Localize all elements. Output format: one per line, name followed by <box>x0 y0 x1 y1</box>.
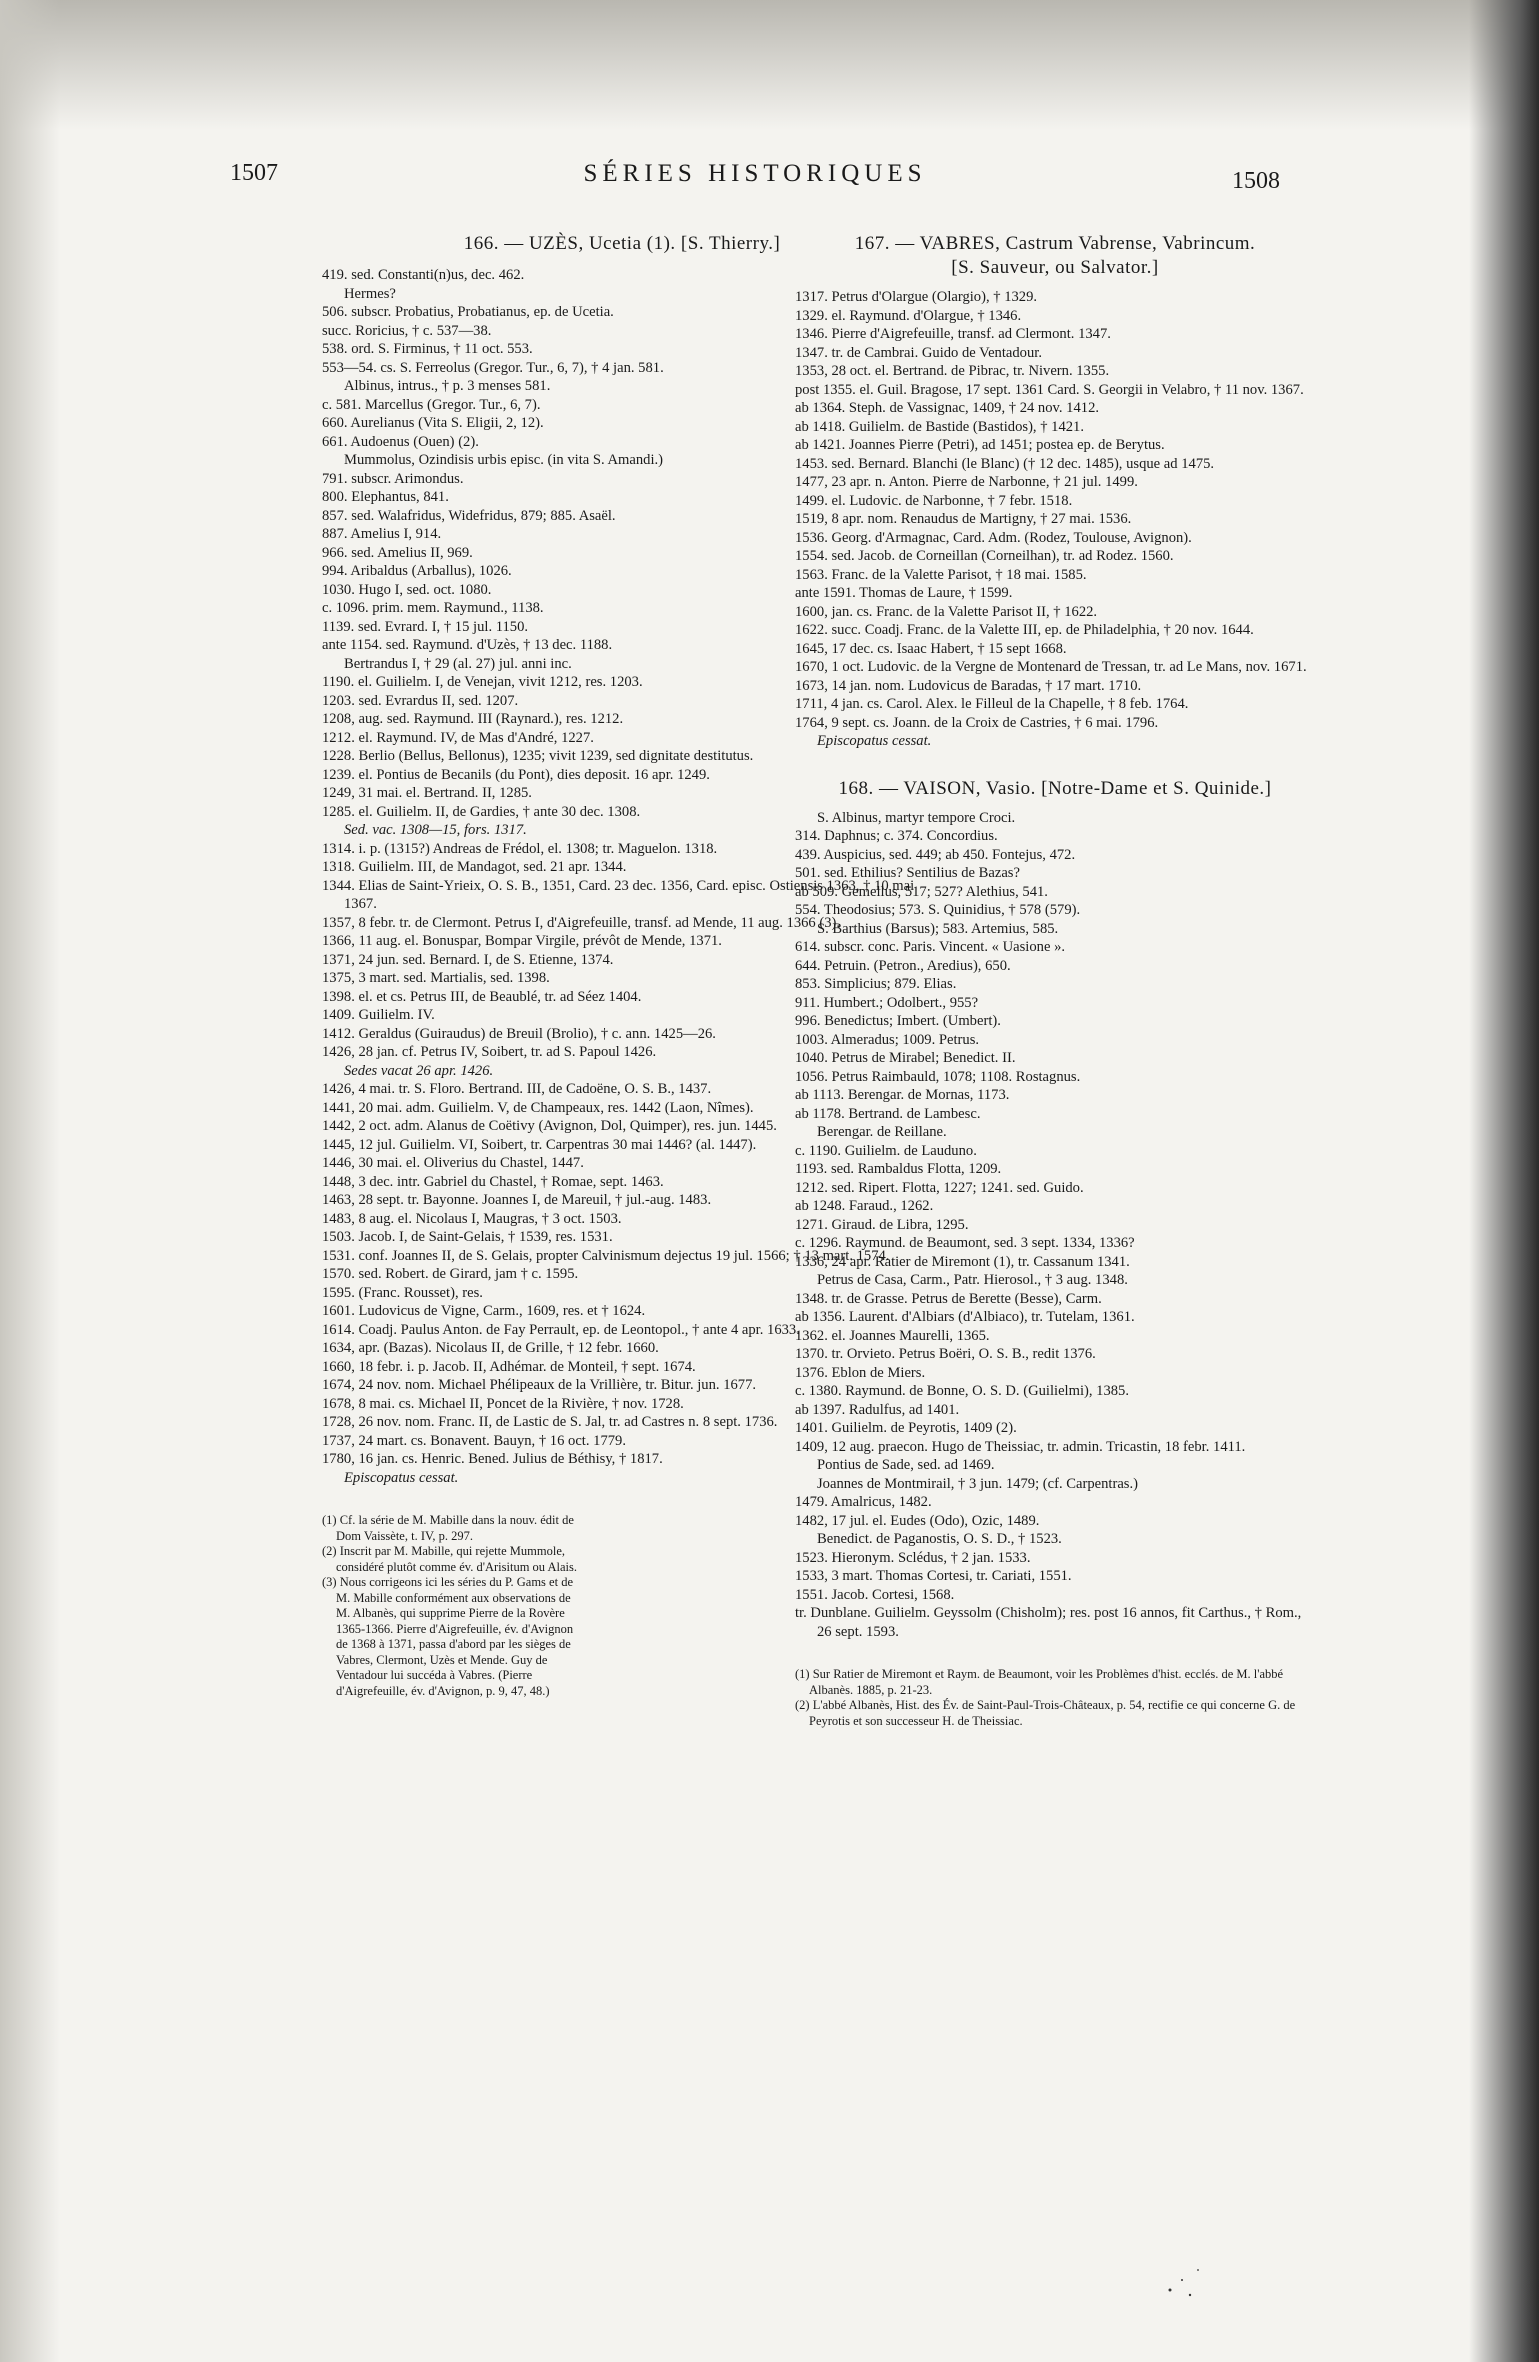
series-entry: 1409. Guilielm. IV. <box>322 1007 435 1023</box>
running-title: SÉRIES HISTORIQUES <box>583 160 927 187</box>
entry-list-vaison <box>795 809 1315 1642</box>
series-entry: S. Albinus, martyr tempore Croci. <box>817 809 1016 826</box>
series-entry: 853. Simplicius; 879. Elias. <box>795 976 957 992</box>
series-entry: succ. Roricius, † c. 537—38. <box>322 322 492 339</box>
series-entry: 1670, 1 oct. Ludovic. de la Vergne de Montenard de Tressan, tr. ad Le Mans, nov. 1671. <box>795 659 1307 675</box>
series-entry: 1622. succ. Coadj. Franc. de la Valette III, ep. de Philadelphia, † 20 nov. 1644. <box>795 622 1254 638</box>
series-entry: 1453. sed. Bernard. Blanchi (le Blanc) († 12 dec. 1485), usque ad 1475. <box>795 455 1215 472</box>
series-entry: 1634, apr. (Bazas). Nicolaus II, de Grille, † 12 febr. 1660. <box>322 1340 659 1356</box>
series-entry: ab 1364. Steph. de Vassignac, 1409, † 24 nov. 1412. <box>795 400 1100 416</box>
series-entry: 1554. sed. Jacob. de Corneillan (Corneilhan), tr. ad Rodez. 1560. <box>795 548 1174 564</box>
series-entry: Episcopatus cessat. <box>344 1469 459 1486</box>
series-entry: 506. subscr. Probatius, Probatianus, ep. de Ucetia. <box>322 304 614 320</box>
series-entry: post 1355. el. Guil. Bragose, 17 sept. 1361 Card. S. Georgii in Velabro, † 11 nov. 1367. <box>795 381 1304 398</box>
series-entry: 1398. el. et cs. Petrus III, de Beaublé, tr. ad Séez 1404. <box>322 988 642 1005</box>
scan-shadow-top <box>0 0 1539 130</box>
footnote: (1) Sur Ratier de Miremont et Raym. de Beaumont, voir les Problèmes d'hist. ecclés. de M. l'abbé Albanès. 1885, p. 21-23. <box>795 1667 1284 1697</box>
series-entry: 1203. sed. Evrardus II, sed. 1207. <box>322 692 519 709</box>
series-entry: 1483, 8 aug. el. Nicolaus I, Maugras, † 3 oct. 1503. <box>322 1210 622 1227</box>
series-entry: 661. Audoenus (Ouen) (2). <box>322 433 479 450</box>
series-entry: 791. subscr. Arimondus. <box>322 470 464 487</box>
series-entry: 1614. Coadj. Paulus Anton. de Fay Perrault, ep. de Leontopol., † ante 4 apr. 1633. <box>322 1321 800 1338</box>
series-entry: ante 1154. sed. Raymund. d'Uzès, † 13 dec. 1188. <box>322 637 613 653</box>
series-entry: 1347. tr. de Cambrai. Guido de Ventadour. <box>795 344 1042 361</box>
series-entry: ab 509. Gemellus, 517; 527? Alethius, 541. <box>795 883 1048 900</box>
series-entry: 1370. tr. Orvieto. Petrus Boëri, O. S. B., redit 1376. <box>795 1346 1096 1362</box>
series-entry: 996. Benedictus; Imbert. (Umbert). <box>795 1013 1001 1029</box>
series-entry: ab 1356. Laurent. d'Albiars (d'Albiaco), tr. Tutelam, 1361. <box>795 1309 1135 1325</box>
series-entry: 1375, 3 mart. sed. Martialis, sed. 1398. <box>322 970 550 986</box>
series-entry: 1314. i. p. (1315?) Andreas de Frédol, el. 1308; tr. Maguelon. 1318. <box>322 840 718 857</box>
scan-specks <box>1160 2250 1220 2310</box>
series-entry: 1678, 8 mai. cs. Michael II, Poncet de la Rivière, † nov. 1728. <box>322 1395 684 1412</box>
series-entry: 911. Humbert.; Odolbert., 955? <box>795 994 979 1011</box>
series-entry: 1401. Guilielm. de Peyrotis, 1409 (2). <box>795 1420 1017 1436</box>
series-entry: 1523. Hieronym. Sclédus, † 2 jan. 1533. <box>795 1549 1031 1566</box>
series-entry: 1285. el. Guilielm. II, de Gardies, † ante 30 dec. 1308. <box>322 803 641 820</box>
series-entry: ab 1418. Guilielm. de Bastide (Bastidos), † 1421. <box>795 418 1085 435</box>
series-entry: Episcopatus cessat. <box>817 733 932 749</box>
section-title-vaison: 168. — VAISON, Vasio. [Notre-Dame et S. Quinide.] <box>838 777 1272 799</box>
series-entry: 966. sed. Amelius II, 969. <box>322 544 473 561</box>
series-entry: 1445, 12 jul. Guilielm. VI, Soibert, tr. Carpentras 30 mai 1446? (al. 1447). <box>322 1136 757 1153</box>
series-entry: 1249, 31 mai. el. Bertrand. II, 1285. <box>322 785 532 801</box>
page-number-left: 1507 <box>230 160 278 186</box>
series-entry: 1660, 18 febr. i. p. Jacob. II, Adhémar. de Monteil, † sept. 1674. <box>322 1358 696 1375</box>
series-entry: 1479. Amalricus, 1482. <box>795 1494 932 1510</box>
series-entry: 1139. sed. Evrard. I, † 15 jul. 1150. <box>322 618 529 635</box>
series-entry: 1003. Almeradus; 1009. Petrus. <box>795 1031 980 1048</box>
series-entry: 644. Petruin. (Petron., Aredius), 650. <box>795 957 1011 974</box>
series-entry: 1477, 23 apr. n. Anton. Pierre de Narbonne, † 21 jul. 1499. <box>795 474 1138 490</box>
series-entry: 1271. Giraud. de Libra, 1295. <box>795 1216 969 1233</box>
series-entry: 538. ord. S. Firminus, † 11 oct. 553. <box>322 341 533 357</box>
series-entry: 1239. el. Pontius de Becanils (du Pont), dies deposit. 16 apr. 1249. <box>322 766 710 783</box>
series-entry: 857. sed. Walafridus, Widefridus, 879; 885. Asaël. <box>322 507 616 524</box>
series-entry: 1711, 4 jan. cs. Carol. Alex. le Filleul de la Chapelle, † 8 feb. 1764. <box>795 696 1189 712</box>
series-entry: c. 1380. Raymund. de Bonne, O. S. D. (Guilielmi), 1385. <box>795 1383 1130 1399</box>
series-entry: 314. Daphnus; c. 374. Concordius. <box>795 828 998 844</box>
series-entry: 1674, 24 nov. nom. Michael Phélipeaux de la Vrillière, tr. Bitur. jun. 1677. <box>322 1377 757 1393</box>
footnote: (3) Nous corrigeons ici les séries du P. Gams et de M. Mabille conformément aux observations de M. Albanès, qui supprime Pierre de la Rovère 1365-1366. Pierre d'Aigrefeuille, év. d'Avignon de 1368 à 1371, passa d'abord par les sièges de Vabres, Clermont, Uzès et Mende. Guy de Ventadour lui succéda à Vabres. (Pierre d'Aigrefeuille, év. d'Avignon, p. 9, 47, 48.) <box>322 1575 574 1698</box>
series-entry: 1728, 26 nov. nom. Franc. II, de Lastic de S. Jal, tr. ad Castres n. 8 sept. 1736. <box>322 1414 778 1430</box>
series-entry: 1737, 24 mart. cs. Bonavent. Bauyn, † 16 oct. 1779. <box>322 1432 626 1449</box>
series-entry: Pontius de Sade, sed. ad 1469. <box>817 1457 995 1473</box>
series-entry: 1780, 16 jan. cs. Henric. Bened. Julius de Béthisy, † 1817. <box>322 1451 663 1467</box>
series-entry: 1412. Geraldus (Guiraudus) de Breuil (Brolio), † c. ann. 1425—26. <box>322 1025 716 1042</box>
series-entry: 1673, 14 jan. nom. Ludovicus de Baradas, † 17 mart. 1710. <box>795 677 1142 694</box>
footnotes-left <box>322 1513 577 1699</box>
series-entry: 1336, 24 apr. Ratier de Miremont (1), tr. Cassanum 1341. <box>795 1253 1130 1270</box>
series-entry: 1318. Guilielm. III, de Mandagot, sed. 21 apr. 1344. <box>322 859 627 875</box>
series-entry: c. 1190. Guilielm. de Lauduno. <box>795 1142 977 1159</box>
series-entry: 1563. Franc. de la Valette Parisot, † 18 mai. 1585. <box>795 566 1087 583</box>
series-entry: 1228. Berlio (Bellus, Bellonus), 1235; vivit 1239, sed dignitate destitutus. <box>322 748 754 764</box>
series-entry: 614. subscr. conc. Paris. Vincent. « Uasione ». <box>795 939 1066 955</box>
series-entry: tr. Dunblane. Guilielm. Geyssolm (Chisholm); res. post 16 annos, fit Carthus., † Rom., 26 sept. 1593. <box>795 1605 1302 1640</box>
series-entry: 1208, aug. sed. Raymund. III (Raynard.), res. 1212. <box>322 711 624 727</box>
series-entry: 1409, 12 aug. praecon. Hugo de Theissiac, tr. admin. Tricastin, 18 febr. 1411. <box>795 1438 1246 1455</box>
series-entry: 1317. Petrus d'Olargue (Olargio), † 1329. <box>795 289 1038 305</box>
right-column <box>795 232 1315 1729</box>
series-entry: Mummolus, Ozindisis urbis episc. (in vita S. Amandi.) <box>344 452 664 468</box>
section-title-vabres-line1: 167. — VABRES, Castrum Vabrense, Vabrincum. <box>854 233 1256 254</box>
series-entry: 1030. Hugo I, sed. oct. 1080. <box>322 581 492 598</box>
series-entry: 1190. el. Guilielm. I, de Venejan, vivit 1212, res. 1203. <box>322 674 643 690</box>
series-entry: 1601. Ludovicus de Vigne, Carm., 1609, res. et † 1624. <box>322 1303 646 1319</box>
series-entry: c. 581. Marcellus (Gregor. Tur., 6, 7). <box>322 396 541 413</box>
series-entry: 1348. tr. de Grasse. Petrus de Berette (Besse), Carm. <box>795 1290 1102 1307</box>
series-entry: 1482, 17 jul. el. Eudes (Odo), Ozic, 1489. <box>795 1512 1040 1529</box>
series-entry: 1503. Jacob. I, de Saint-Gelais, † 1539, res. 1531. <box>322 1229 613 1245</box>
series-entry: Petrus de Casa, Carm., Patr. Hierosol., † 3 aug. 1348. <box>817 1272 1128 1288</box>
series-entry: Joannes de Montmirail, † 3 jun. 1479; (cf. Carpentras.) <box>817 1475 1138 1492</box>
series-entry: 1344. Elias de Saint-Yrieix, O. S. B., 1351, Card. 23 dec. 1356, Card. episc. Ostiensis 1363, † 10 mai 1367. <box>322 877 915 912</box>
series-entry: 1600, jan. cs. Franc. de la Valette Parisot II, † 1622. <box>795 603 1098 620</box>
series-entry: ab 1178. Bertrand. de Lambesc. <box>795 1105 981 1122</box>
series-entry: 1531. conf. Joannes II, de S. Gelais, propter Calvinismum dejectus 19 jul. 1566; † 13 mart. 1574. <box>322 1247 890 1264</box>
series-entry: 1764, 9 sept. cs. Joann. de la Croix de Castries, † 6 mai. 1796. <box>795 714 1159 731</box>
series-entry: 1441, 20 mai. adm. Guilielm. V, de Champeaux, res. 1442 (Laon, Nîmes). <box>322 1099 754 1116</box>
section-title-vabres-line2: [S. Sauveur, ou Salvator.] <box>951 257 1159 278</box>
series-entry: 887. Amelius I, 914. <box>322 526 442 542</box>
series-entry: 1448, 3 dec. intr. Gabriel du Chastel, † Romae, sept. 1463. <box>322 1173 664 1190</box>
series-entry: 1499. el. Ludovic. de Narbonne, † 7 febr. 1518. <box>795 492 1073 509</box>
series-entry: 1329. el. Raymund. d'Olargue, † 1346. <box>795 307 1022 324</box>
series-entry: Hermes? <box>344 285 396 302</box>
footnote: (1) Cf. la série de M. Mabille dans la nouv. édit de Dom Vaissète, t. IV, p. 297. <box>322 1513 574 1543</box>
scan-shadow-right <box>1469 0 1539 2362</box>
series-entry: 1570. sed. Robert. de Girard, jam † c. 1595. <box>322 1266 579 1282</box>
series-entry: 1346. Pierre d'Aigrefeuille, transf. ad Clermont. 1347. <box>795 326 1111 342</box>
series-entry: Albinus, intrus., † p. 3 menses 581. <box>344 378 551 394</box>
series-entry: ab 1421. Joannes Pierre (Petri), ad 1451; postea ep. de Berytus. <box>795 437 1165 453</box>
series-entry: 1463, 28 sept. tr. Bayonne. Joannes I, de Mareuil, † jul.-aug. 1483. <box>322 1192 712 1208</box>
series-entry: 439. Auspicius, sed. 449; ab 450. Fontejus, 472. <box>795 846 1076 863</box>
series-entry: c. 1296. Raymund. de Beaumont, sed. 3 sept. 1334, 1336? <box>795 1235 1135 1251</box>
series-entry: 1362. el. Joannes Maurelli, 1365. <box>795 1327 990 1344</box>
footnote: (2) L'abbé Albanès, Hist. des Év. de Saint-Paul-Trois-Châteaux, p. 54, rectifie ce qui concerne G. de Peyrotis et son successeur H. de Theissiac. <box>795 1698 1296 1728</box>
series-entry: ab 1113. Berengar. de Mornas, 1173. <box>795 1087 1010 1103</box>
page-header <box>230 160 1280 200</box>
series-entry: c. 1096. prim. mem. Raymund., 1138. <box>322 600 544 616</box>
series-entry: Berengar. de Reillane. <box>817 1124 947 1140</box>
series-entry: S. Barthius (Barsus); 583. Artemius, 585. <box>817 920 1059 937</box>
series-entry: ab 1397. Radulfus, ad 1401. <box>795 1401 960 1418</box>
series-entry: 1056. Petrus Raimbauld, 1078; 1108. Rostagnus. <box>795 1068 1081 1085</box>
series-entry: 1193. sed. Rambaldus Flotta, 1209. <box>795 1161 1002 1177</box>
series-entry: 1446, 30 mai. el. Oliverius du Chastel, 1447. <box>322 1155 584 1171</box>
series-entry: 1353, 28 oct. el. Bertrand. de Pibrac, tr. Nivern. 1355. <box>795 363 1110 379</box>
series-entry: 800. Elephantus, 841. <box>322 489 449 505</box>
page-number-right: 1508 <box>1232 168 1280 194</box>
footnotes-right <box>795 1667 1315 1729</box>
series-entry: 1426, 4 mai. tr. S. Floro. Bertrand. III, de Cadoëne, O. S. B., 1437. <box>322 1081 712 1097</box>
series-entry: 1376. Eblon de Miers. <box>795 1364 926 1381</box>
series-entry: Benedict. de Paganostis, O. S. D., † 1523. <box>817 1531 1062 1547</box>
series-entry: 994. Aribaldus (Arballus), 1026. <box>322 563 512 579</box>
series-entry: Sed. vac. 1308—15, fors. 1317. <box>344 822 527 838</box>
series-entry: 1040. Petrus de Mirabel; Benedict. II. <box>795 1050 1016 1066</box>
series-entry: 1357, 8 febr. tr. de Clermont. Petrus I, d'Aigrefeuille, transf. ad Mende, 11 aug. 1366 (3). <box>322 914 841 931</box>
series-entry: 501. sed. Ethilius? Sentilius de Bazas? <box>795 865 1020 881</box>
series-entry: 419. sed. Constanti(n)us, dec. 462. <box>322 267 525 283</box>
series-entry: Sedes vacat 26 apr. 1426. <box>344 1062 494 1079</box>
series-entry: 660. Aurelianus (Vita S. Eligii, 2, 12). <box>322 415 544 431</box>
entry-list-vabres <box>795 288 1315 751</box>
series-entry: 1595. (Franc. Rousset), res. <box>322 1284 483 1301</box>
series-entry: 553—54. cs. S. Ferreolus (Gregor. Tur., 6, 7), † 4 jan. 581. <box>322 359 664 376</box>
series-entry: 1551. Jacob. Cortesi, 1568. <box>795 1586 955 1603</box>
series-entry: 1371, 24 jun. sed. Bernard. I, de S. Etienne, 1374. <box>322 951 614 968</box>
series-entry: ante 1591. Thomas de Laure, † 1599. <box>795 585 1013 601</box>
series-entry: Bertrandus I, † 29 (al. 27) jul. anni inc. <box>344 655 572 672</box>
series-entry: 1426, 28 jan. cf. Petrus IV, Soibert, tr. ad S. Papoul 1426. <box>322 1044 657 1060</box>
series-entry: 1442, 2 oct. adm. Alanus de Coëtivy (Avignon, Dol, Quimper), res. jun. 1445. <box>322 1118 777 1134</box>
series-entry: 1366, 11 aug. el. Bonuspar, Bompar Virgile, prévôt de Mende, 1371. <box>322 933 722 949</box>
section-title-vabres <box>795 232 1315 280</box>
series-entry: 1212. el. Raymund. IV, de Mas d'André, 1227. <box>322 729 594 746</box>
scan-shadow-left <box>0 0 60 2362</box>
series-entry: 554. Theodosius; 573. S. Quinidius, † 578 (579). <box>795 902 1081 918</box>
series-entry: 1519, 8 apr. nom. Renaudus de Martigny, † 27 mai. 1536. <box>795 511 1132 527</box>
series-entry: 1533, 3 mart. Thomas Cortesi, tr. Cariati, 1551. <box>795 1568 1072 1584</box>
series-entry: ab 1248. Faraud., 1262. <box>795 1198 934 1214</box>
series-entry: 1645, 17 dec. cs. Isaac Habert, † 15 sept 1668. <box>795 640 1067 657</box>
section-title-uzes: 166. — UZÈS, Ucetia (1). [S. Thierry.] <box>463 233 781 254</box>
series-entry: 1536. Georg. d'Armagnac, Card. Adm. (Rodez, Toulouse, Avignon). <box>795 529 1192 546</box>
series-entry: 1212. sed. Ripert. Flotta, 1227; 1241. sed. Guido. <box>795 1179 1084 1196</box>
footnote: (2) Inscrit par M. Mabille, qui rejette Mummole, considéré plutôt comme év. d'Arisitum ou Alais. <box>322 1544 577 1574</box>
